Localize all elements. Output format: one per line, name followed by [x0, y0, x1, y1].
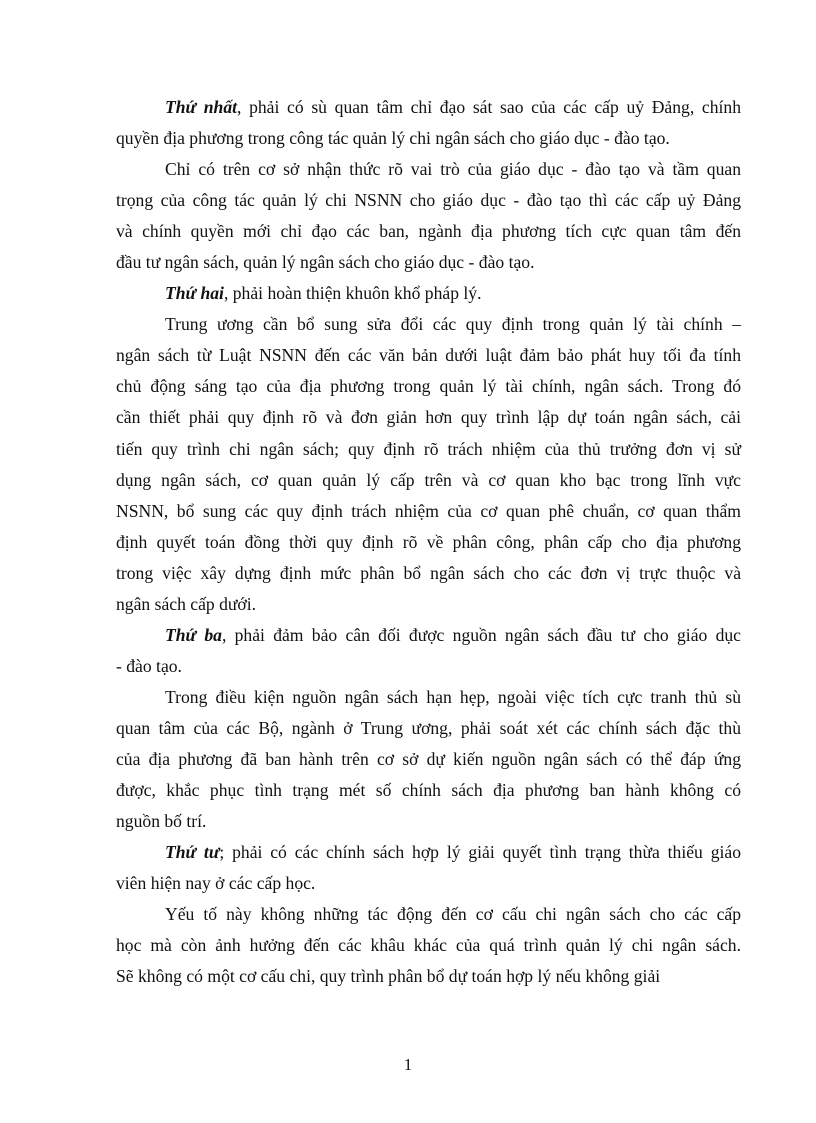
paragraph-line: Thứ nhất, phải có sù quan tâm chỉ đạo sát sao của các cấp uỷ Đảng, chính: [165, 97, 741, 117]
paragraph-line: Trong điều kiện nguồn ngân sách hạn hẹp, ngoài việc tích cực tranh thủ sù: [165, 686, 741, 707]
paragraph-line: học mà còn ảnh hưởng đến các khâu khác của quá trình quản lý chi ngân sách.: [116, 935, 741, 956]
paragraph-line: - đào tạo.: [116, 655, 182, 676]
paragraph-line: NSNN, bổ sung các quy định trách nhiệm của cơ quan phê chuẩn, cơ quan thẩm: [116, 500, 741, 521]
paragraph-line: trong việc xây dựng định mức phân bổ ngân sách cho các đơn vị trực thuộc và: [116, 562, 741, 583]
paragraph-line: Sẽ không có một cơ cấu chi, quy trình phân bổ dự toán hợp lý nếu không giải: [116, 966, 661, 987]
page-number: 1: [403, 1055, 413, 1074]
section-lead: Thứ ba: [165, 624, 222, 645]
paragraph-line: dụng ngân sách, cơ quan quản lý cấp trên và cơ quan kho bạc trong lĩnh vực: [116, 469, 741, 490]
paragraph-line: Trung ương cần bổ sung sửa đổi các quy định trong quản lý tài chính –: [165, 314, 741, 335]
paragraph-line: Chỉ có trên cơ sở nhận thức rõ vai trò của giáo dục - đào tạo và tầm quan: [165, 159, 741, 180]
paragraph-line: được, khắc phục tình trạng mét số chính sách địa phương ban hành không có: [116, 780, 741, 801]
paragraph-line: nguồn bố trí.: [116, 811, 207, 832]
document-body: [116, 92, 741, 992]
paragraph-line: tiến quy trình chi ngân sách; quy định rõ trách nhiệm của thủ trưởng đơn vị sử: [116, 438, 741, 459]
paragraph-line: Thứ tư; phải có các chính sách hợp lý giải quyết tình trạng thừa thiếu giáo: [165, 842, 741, 863]
paragraph-line: của địa phương đã ban hành trên cơ sở dự kiến nguồn ngân sách có thể đáp ứng: [116, 748, 741, 769]
section-lead: Thứ hai: [165, 283, 224, 304]
paragraph-line: Thứ ba, phải đảm bảo cân đối được nguồn ngân sách đầu tư cho giáo dục: [165, 624, 741, 645]
paragraph-line: viên hiện nay ở các cấp học.: [116, 873, 316, 894]
paragraph-line: và chính quyền mới chỉ đạo các ban, ngành địa phương tích cực quan tâm đến: [116, 221, 741, 242]
paragraph-line: đầu tư ngân sách, quản lý ngân sách cho giáo dục - đào tạo.: [116, 252, 535, 273]
section-lead: Thứ tư: [165, 842, 220, 863]
paragraph-line: ngân sách cấp dưới.: [116, 593, 256, 614]
paragraph-line: quan tâm của các Bộ, ngành ở Trung ương, phải soát xét các chính sách đặc thù: [116, 717, 741, 738]
paragraph-line: quyền địa phương trong công tác quản lý chi ngân sách cho giáo dục - đào tạo.: [116, 128, 670, 149]
paragraph-line: trọng của công tác quản lý chi NSNN cho giáo dục - đào tạo thì các cấp uỷ Đảng: [116, 190, 741, 211]
paragraph-line: ngân sách từ Luật NSNN đến các văn bản dưới luật đảm bảo phát huy tối đa tính: [116, 345, 741, 366]
paragraph-line: Yếu tố này không những tác động đến cơ cấu chi ngân sách cho các cấp: [165, 904, 741, 925]
section-lead: Thứ nhất: [165, 97, 238, 117]
paragraph-line: định quyết toán đồng thời quy định rõ về phân công, phân cấp cho địa phương: [116, 531, 741, 552]
paragraph-line: chủ động sáng tạo của địa phương trong quản lý tài chính, ngân sách. Trong đó: [116, 376, 741, 397]
paragraph-line: cần thiết phải quy định rõ và đơn giản hơn quy trình lập dự toán ngân sách, cải: [116, 407, 741, 428]
paragraph-line: Thứ hai, phải hoàn thiện khuôn khổ pháp lý.: [165, 283, 482, 304]
